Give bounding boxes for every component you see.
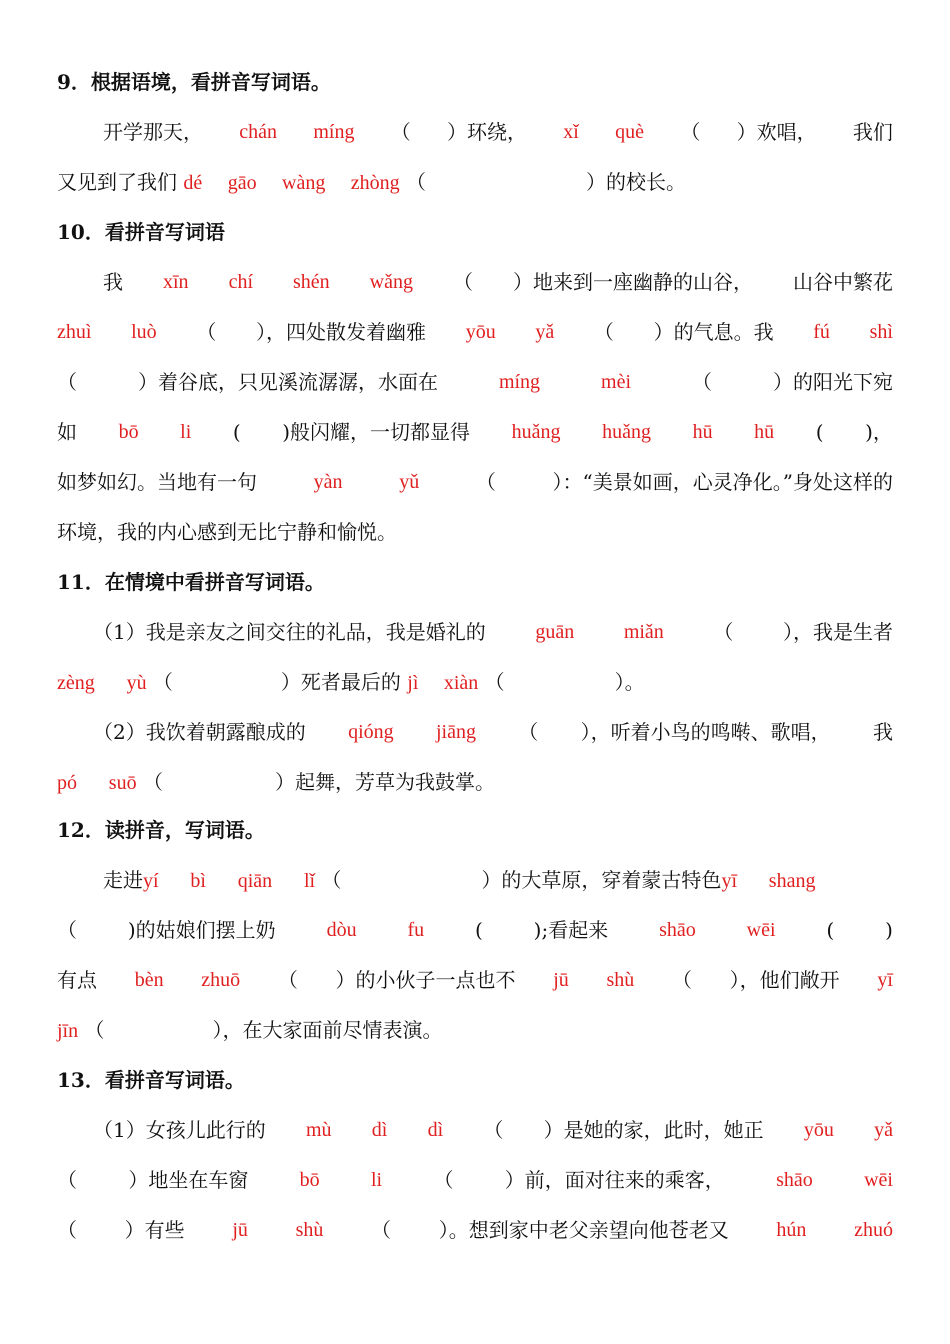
- pinyin: xiàn: [443, 672, 479, 694]
- answer-blank-open[interactable]: (: [474, 918, 483, 942]
- pinyin: lǐ: [303, 870, 316, 892]
- q12-line-4: [57, 1010, 893, 1050]
- pinyin: zhuō: [201, 969, 241, 991]
- pinyin: yí: [143, 870, 159, 892]
- text: ）的校长。: [586, 170, 687, 194]
- text: ）是她的家，此时，她正: [543, 1118, 764, 1142]
- pinyin: chí: [228, 271, 253, 293]
- pinyin: li: [180, 421, 192, 443]
- text: 我: [872, 720, 893, 744]
- answer-blank-open[interactable]: （: [57, 918, 77, 942]
- text: ）地来到一座幽静的山谷，: [513, 270, 753, 294]
- text: 如: [57, 420, 77, 444]
- answer-blank-open[interactable]: （: [196, 320, 217, 344]
- text: 走进: [103, 868, 143, 892]
- pinyin: yī: [877, 969, 893, 991]
- answer-blank-open[interactable]: （: [57, 1218, 77, 1242]
- pinyin: wēi: [746, 919, 776, 941]
- pinyin: miǎn: [623, 621, 664, 643]
- answer-blank-open[interactable]: （: [453, 270, 473, 294]
- pinyin: wàng: [282, 172, 326, 194]
- pinyin: yù: [126, 672, 147, 694]
- pinyin: shì: [869, 321, 893, 343]
- text: ）的大草原，穿着蒙古特色: [481, 868, 722, 892]
- text: ）的阳光下宛: [772, 370, 893, 394]
- question-11-title: 11．在情境中看拼音写词语。: [57, 570, 325, 594]
- text: )般闪耀，一切都显得: [282, 420, 471, 444]
- q12-line-2: [57, 910, 893, 950]
- question-10-title: 10．看拼音写词语: [57, 220, 225, 244]
- pinyin: bō: [299, 1169, 320, 1191]
- pinyin: jì: [407, 672, 419, 694]
- q10-line-1: [57, 262, 893, 302]
- pinyin: shang: [768, 870, 816, 892]
- pinyin: luò: [131, 321, 157, 343]
- pinyin: yī: [721, 870, 737, 892]
- text: ）。想到家中老父亲望向他苍老又: [438, 1218, 729, 1242]
- answer-blank-open[interactable]: （: [680, 120, 701, 144]
- pinyin: dì: [427, 1119, 444, 1141]
- pinyin: què: [615, 121, 645, 143]
- pinyin: zhuì: [57, 321, 92, 343]
- text: ）着谷底，只见溪流潺潺，水面在: [137, 370, 438, 394]
- text: ），我是生者: [783, 620, 893, 644]
- answer-blank-open[interactable]: （: [57, 1168, 77, 1192]
- text: ): [885, 918, 893, 942]
- text: ）。: [614, 670, 645, 694]
- text: );看起来: [533, 918, 609, 942]
- pinyin: shāo: [776, 1169, 813, 1191]
- answer-blank-open[interactable]: （: [321, 868, 342, 892]
- text: （1）我是亲友之间交往的礼品，我是婚礼的: [93, 620, 486, 644]
- answer-blank-open[interactable]: （: [433, 1168, 454, 1192]
- text: 我: [103, 270, 123, 294]
- answer-blank-open[interactable]: （: [692, 370, 712, 394]
- pinyin: zhuó: [854, 1219, 893, 1241]
- pinyin: yàn: [313, 471, 343, 493]
- question-9-title: 9．根据语境，看拼音写词语。: [57, 70, 331, 94]
- pinyin: shāo: [659, 919, 696, 941]
- pinyin: hún: [776, 1219, 807, 1241]
- pinyin: guān: [535, 621, 575, 643]
- text: ），在大家面前尽情表演。: [212, 1018, 443, 1042]
- question-12-title: 12．读拼音，写词语。: [57, 818, 265, 842]
- text: （1）女孩儿此行的: [93, 1118, 266, 1142]
- text: ）的气息。我: [653, 320, 774, 344]
- text: ）起舞，芳草为我鼓掌。: [274, 770, 495, 794]
- answer-blank-open[interactable]: （: [277, 968, 298, 992]
- answer-blank-open[interactable]: （: [671, 968, 692, 992]
- q13-line-3: [57, 1210, 893, 1250]
- q13-line-2: [57, 1160, 893, 1200]
- pinyin: míng: [498, 371, 541, 393]
- pinyin: fú: [813, 321, 830, 343]
- answer-blank-open[interactable]: （: [484, 670, 505, 694]
- pinyin: yōu: [465, 321, 496, 343]
- pinyin: bì: [190, 870, 206, 892]
- text: ）：“美景如画，心灵净化。”身处这样的: [552, 470, 893, 494]
- pinyin: qiān: [237, 870, 273, 892]
- pinyin: chán: [239, 121, 278, 143]
- text: 又见到了我们: [57, 170, 177, 194]
- text: ），听着小鸟的鸣啭、歌唱，: [580, 720, 831, 744]
- text: )的姑娘们摆上奶: [127, 918, 276, 942]
- answer-blank-open[interactable]: （: [406, 170, 427, 194]
- q12-line-3: [57, 960, 893, 1000]
- answer-blank-open[interactable]: （: [142, 770, 163, 794]
- pinyin: dì: [371, 1119, 388, 1141]
- pinyin: yōu: [803, 1119, 834, 1141]
- answer-blank-open[interactable]: (: [232, 420, 241, 444]
- q10-line-6: 环境，我的内心感到无比宁静和愉悦。: [57, 520, 397, 544]
- q11-line-1: [57, 612, 893, 652]
- pinyin: shù: [295, 1219, 324, 1241]
- pinyin: jū: [553, 969, 569, 991]
- answer-blank-open[interactable]: （: [593, 320, 614, 344]
- answer-blank-open[interactable]: （: [390, 120, 411, 144]
- answer-blank-open[interactable]: （: [475, 470, 496, 494]
- answer-blank-open[interactable]: （: [371, 1218, 392, 1242]
- q10-line-4: [57, 412, 893, 452]
- pinyin: mèi: [601, 371, 632, 393]
- answer-blank-open[interactable]: (: [815, 420, 824, 444]
- text: ）前，面对往来的乘客，: [504, 1168, 725, 1192]
- text: （2）我饮着朝露酿成的: [93, 720, 306, 744]
- text: ）有些: [124, 1218, 185, 1242]
- pinyin: bō: [118, 421, 139, 443]
- pinyin: pó: [57, 772, 77, 794]
- pinyin: wēi: [864, 1169, 893, 1191]
- pinyin: li: [370, 1169, 383, 1191]
- text: 山谷中繁花: [793, 270, 893, 294]
- pinyin: zhòng: [350, 172, 400, 194]
- pinyin: hū: [754, 421, 775, 443]
- text: 如梦如幻。当地有一句: [57, 470, 257, 494]
- pinyin: huǎng: [602, 421, 651, 443]
- pinyin: yǎ: [535, 321, 555, 343]
- pinyin: mù: [305, 1119, 332, 1141]
- pinyin: hū: [692, 421, 713, 443]
- pinyin: wǎng: [369, 271, 413, 293]
- pinyin: zèng: [57, 672, 95, 694]
- q10-line-5: [57, 462, 893, 502]
- pinyin: dòu: [326, 919, 357, 941]
- pinyin: jū: [232, 1219, 248, 1241]
- q9-line-1: [57, 112, 893, 152]
- text: ），四处散发着幽雅: [256, 320, 427, 344]
- pinyin: fu: [407, 919, 425, 941]
- answer-blank-open[interactable]: （: [152, 670, 173, 694]
- q11-line-4: [57, 762, 893, 802]
- answer-blank-open[interactable]: (: [826, 918, 835, 942]
- pinyin: jiāng: [435, 721, 476, 743]
- pinyin: xǐ: [563, 121, 579, 143]
- q9-line-2: [57, 162, 893, 202]
- pinyin: shù: [606, 969, 635, 991]
- pinyin: huǎng: [511, 421, 561, 443]
- pinyin: gāo: [227, 172, 257, 194]
- text: ）地坐在车窗: [128, 1168, 249, 1192]
- pinyin: míng: [313, 121, 355, 143]
- pinyin: yǎ: [874, 1119, 893, 1141]
- answer-blank-open[interactable]: （: [57, 370, 77, 394]
- q13-line-1: [57, 1110, 893, 1150]
- answer-blank-open[interactable]: （: [84, 1018, 105, 1042]
- pinyin: bèn: [134, 969, 164, 991]
- pinyin: dé: [183, 172, 203, 194]
- pinyin: shén: [293, 271, 330, 293]
- answer-blank-open[interactable]: （: [713, 620, 734, 644]
- text: 有点: [57, 968, 97, 992]
- pinyin: xīn: [163, 271, 189, 293]
- text: ）的小伙子一点也不: [335, 968, 516, 992]
- question-13-title: 13．看拼音写词语。: [57, 1068, 245, 1092]
- pinyin: jīn: [57, 1020, 79, 1042]
- text: 开学那天，: [103, 120, 203, 144]
- text: ）死者最后的: [280, 670, 401, 694]
- q11-line-3: [57, 712, 893, 752]
- text: ），他们敞开: [729, 968, 840, 992]
- answer-blank-open[interactable]: （: [518, 720, 539, 744]
- text: 我们: [852, 120, 893, 144]
- q10-line-3: [57, 362, 893, 402]
- pinyin: qióng: [348, 721, 394, 743]
- q10-line-2: [57, 312, 893, 352]
- text: ）欢唱，: [736, 120, 817, 144]
- text: )，: [865, 420, 893, 444]
- pinyin: yǔ: [399, 471, 420, 493]
- pinyin: suō: [108, 772, 137, 794]
- q12-line-1: [57, 860, 857, 900]
- text: ）环绕，: [447, 120, 528, 144]
- q11-line-2: [57, 662, 893, 702]
- answer-blank-open[interactable]: （: [483, 1118, 504, 1142]
